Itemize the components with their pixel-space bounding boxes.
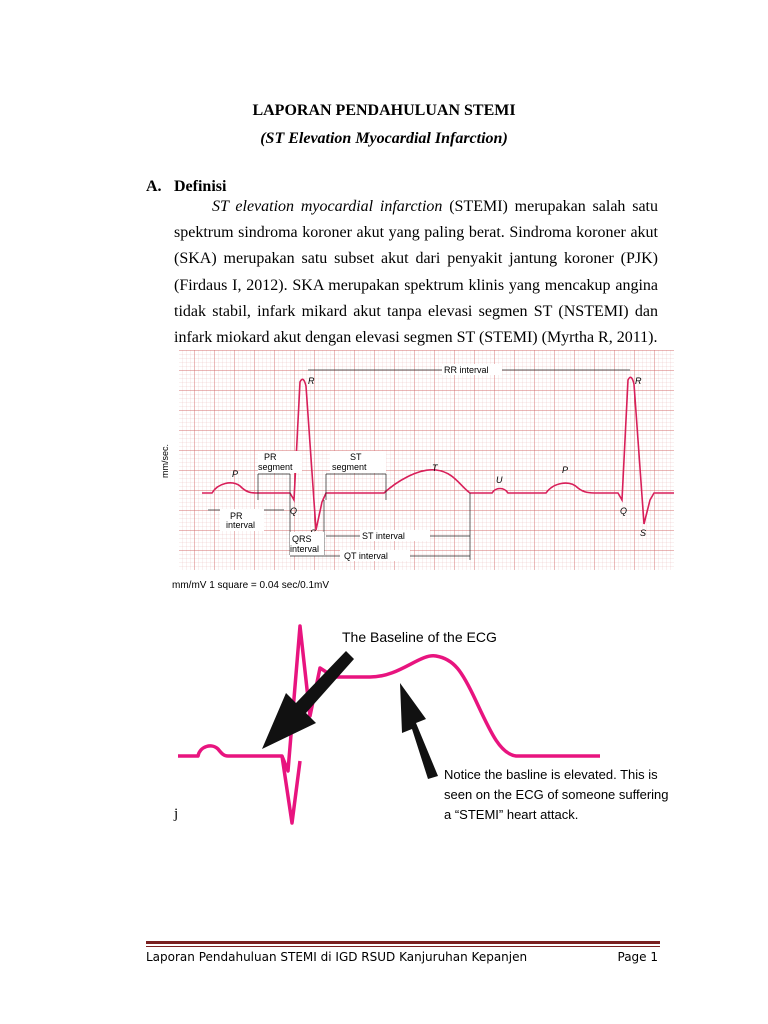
rr-interval-label: RR interval (444, 365, 489, 375)
pr-segment-label-1: PR (264, 452, 277, 462)
q-right-label: Q (620, 506, 628, 516)
st-elevation-qrs-dip (282, 756, 300, 823)
document-subtitle: (ST Elevation Myocardial Infarction) (260, 130, 508, 147)
baseline-arrow-icon (262, 651, 354, 749)
baseline-label: The Baseline of the ECG (342, 629, 497, 645)
ecg-diagram (160, 350, 674, 593)
definition-paragraph (174, 194, 658, 351)
notice-line-2: seen on the ECG of someone suffering (444, 787, 669, 802)
p-left-label: P (232, 469, 239, 479)
pr-interval-label-2: interval (226, 520, 256, 530)
p-right-label: P (562, 465, 569, 475)
s-right-label: S (640, 528, 647, 538)
t-wave-label: T (432, 463, 438, 473)
st-elevation-diagram (174, 601, 676, 831)
footer-title: Laporan Pendahuluan STEMI di IGD RSUD Kanjuruhan Kepanjen (146, 950, 528, 964)
pr-interval-label-1: PR (230, 511, 243, 521)
section-number: A. (146, 178, 162, 195)
section-title: Definisi (174, 178, 227, 195)
r-left-label: R (308, 376, 315, 386)
page-number: Page 1 (617, 950, 658, 964)
footer-rule-thin (146, 946, 660, 947)
para-body: (STEMI) merupakan salah satu spektrum sindroma koroner akut yang paling berat. Sindroma koroner akut (SKA) merupakan satu subset akut dari penyakit jantung koroner (PJK) (Firdaus I, 2012). SKA merupakan spektrum klinis yang mencakup angina tidak stabil, infark mikard akut tanpa elevasi segmen ST (NSTEMI) dan infark miokard akut dengan elevasi segmen ST (STEMI) (Myrtha R, 2011). (174, 198, 658, 347)
scale-caption: mm/mV 1 square = 0.04 sec/0.1mV (172, 580, 330, 591)
notice-line-1: Notice the basline is elevated. This is (444, 767, 658, 782)
stray-character: j (174, 806, 179, 822)
st-interval-label: ST interval (362, 531, 405, 541)
qrs-interval-label-1: QRS (292, 534, 312, 544)
st-segment-label-1: ST (350, 452, 362, 462)
st-elevation-waveform (178, 626, 600, 771)
elevated-baseline-arrow-icon (400, 683, 438, 779)
footer-rule-thick (146, 941, 660, 944)
para-italic-term: ST elevation myocardial infarction (212, 198, 443, 215)
pr-segment-label-2: segment (258, 462, 293, 472)
notice-line-3: a “STEMI” heart attack. (444, 807, 579, 822)
u-wave-label: U (496, 475, 503, 485)
st-segment-label-2: segment (332, 462, 367, 472)
document-title: LAPORAN PENDAHULUAN STEMI (252, 102, 516, 119)
r-right-label: R (635, 376, 642, 386)
y-axis-unit-label: mm/sec. (160, 443, 170, 478)
qt-interval-label: QT interval (344, 551, 388, 561)
q-left-label: Q (290, 506, 298, 516)
qrs-interval-label-2: interval (290, 544, 320, 554)
